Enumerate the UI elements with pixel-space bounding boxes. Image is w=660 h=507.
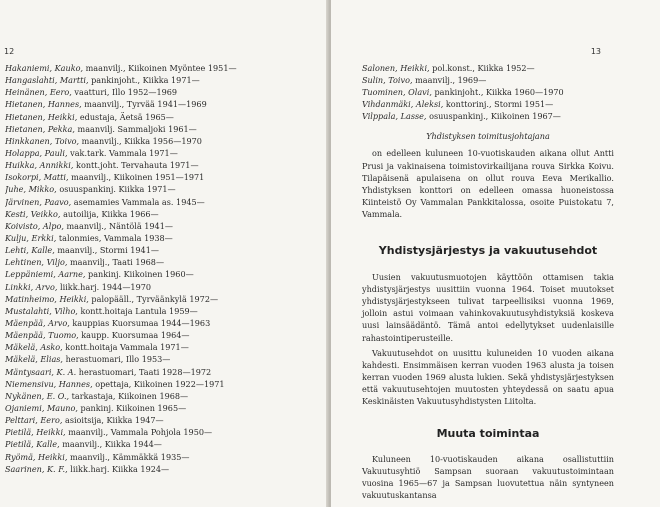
- member-name: Vihdanmäki, Aleksi,: [362, 99, 444, 110]
- member-details: herastuomari, Illo 1953—: [63, 354, 171, 365]
- member-details: maanvilj., Stormi 1941—: [54, 245, 159, 256]
- list-item: [5, 305, 310, 317]
- list-item: [5, 183, 310, 195]
- list-item: [5, 86, 310, 98]
- member-name: Ojaniemi, Mauno,: [5, 402, 78, 413]
- member-details: pankinj. Kiikoinen 1965—: [77, 402, 187, 413]
- member-details: talonmies, Vammala 1938—: [56, 232, 173, 243]
- member-details: kauppias Kuorsumaa 1944—1963: [69, 317, 211, 328]
- member-name: Kulju, Erkki,: [5, 232, 57, 243]
- list-item: [5, 402, 310, 414]
- paragraph: Kuluneen 10-vuotiskauden aikana osallistuttiin Vakuutusyhtiö Sampsan suoraan vakuutustoimintaan vuosina 1965—67 ja Sampsan luovutettua näin syntyneen vakuutuskantansa: [362, 454, 614, 501]
- list-item: [5, 256, 310, 268]
- member-name: Hietanen, Heikki,: [5, 111, 78, 122]
- list-item: [362, 110, 614, 122]
- list-item: [5, 244, 310, 256]
- member-name: Linkki, Arvo,: [5, 281, 58, 292]
- member-name: Pietilä, Heikki,: [5, 427, 66, 438]
- member-name: Mäenpää, Tuomo,: [5, 330, 79, 341]
- member-name: Huikka, Annikki,: [5, 160, 74, 171]
- list-item: [5, 281, 310, 293]
- member-details: pol.konst., Kiikka 1952—: [429, 63, 535, 73]
- member-details: maanvilj., Näntölä 1941—: [63, 220, 173, 231]
- member-name: Leppäniemi, Aarne,: [5, 269, 86, 280]
- member-details: herastuomari, Taati 1928—1972: [76, 366, 212, 377]
- member-details: maanvilj., Tyrvää 1941—1969: [81, 99, 207, 110]
- list-item: [5, 341, 310, 353]
- member-name: Hietanen, Hannes,: [5, 99, 82, 110]
- paragraph: on edelleen kuluneen 10-vuotiskauden aikana ollut Antti Prusi ja vakinaisena toimistovirkailijana rouva Sirkka Koivu. Tilapäisenä apulaisena on ollut rouva Eeva Merikallio. Yhdistyksen konttori on edelleen omassa huoneistossa Kiinteistö Oy Vammalan Pankkitalossa, osoite Puistokatu 7, Vammala.: [362, 148, 614, 219]
- member-name: Tuominen, Olavi,: [362, 87, 432, 98]
- member-name: Lehtinen, Viljo,: [5, 257, 68, 268]
- section-heading: Yhdistysjärjestys ja vakuutusehdot: [378, 244, 598, 258]
- member-name: Nykänen, E. O.,: [5, 390, 70, 401]
- list-item: [5, 74, 310, 86]
- member-details: asioitsija, Kiikka 1947—: [62, 415, 164, 426]
- member-name: Hietanen, Pekka,: [5, 123, 75, 134]
- member-details: osuuspankinj. Kiikka 1971—: [56, 184, 176, 195]
- list-item: [5, 123, 310, 135]
- member-name: Pelttari, Eero,: [5, 415, 63, 426]
- paragraph: Uusien vakuutusmuotojen käyttöön ottamisen takia yhdistysjärjestys uusittiin vuonna 1964. Toiset muutokset yhdistysjärjestykseen tulivat tarpeellisiksi vuonna 1969, jolloin astui voimaan vahinkovakuutusyhdistyksiä koskeva uusi lainsäädäntö. Tämä antoi edellytykset uudenlaisille rahastointiperusteille.: [362, 272, 614, 343]
- member-details: pankinjoht., Kiikka 1960—1970: [431, 87, 564, 98]
- member-details: vaatturi, Illo 1952—1969: [71, 87, 178, 98]
- member-details: kaupp. Kuorsumaa 1964—: [78, 330, 190, 341]
- member-name: Vilppala, Lasse,: [362, 111, 427, 122]
- list-item: [5, 232, 310, 244]
- member-name: Heinänen, Eero,: [5, 87, 72, 98]
- list-item: [5, 451, 310, 463]
- list-item: [5, 378, 310, 390]
- list-item: [5, 366, 310, 378]
- member-details: maanvilj., Vammala Pohjola 1950—: [65, 427, 213, 438]
- member-name: Lehti, Kalle,: [5, 245, 55, 256]
- list-item: [5, 98, 310, 110]
- subheading: Yhdistyksen toimitusjohtajana: [426, 131, 550, 142]
- member-name: Koivisto, Alpo,: [5, 220, 64, 231]
- list-item: [5, 317, 310, 329]
- list-item: [5, 414, 310, 426]
- member-details: kontt.joht. Tervahauta 1971—: [73, 160, 199, 171]
- member-name: Hakaniemi, Kauko,: [5, 63, 84, 73]
- member-details: kontt.hoitaja Vammala 1971—: [62, 342, 189, 353]
- member-name: Hinkkanen, Toivo,: [5, 135, 80, 146]
- member-details: maanvilj., Taati 1968—: [67, 257, 165, 268]
- member-details: konttorinj., Stormi 1951—: [443, 99, 554, 110]
- list-item: [5, 62, 310, 74]
- member-name: Hangaslahti, Martti,: [5, 75, 89, 86]
- member-details: maanvilj., Kiikoinen Myöntee 1951—: [83, 63, 237, 73]
- list-item: [5, 390, 310, 402]
- section-heading: Muuta toimintaa: [436, 427, 540, 441]
- member-details: pankinj. Kiikoinen 1960—: [85, 269, 194, 280]
- member-list-right: [362, 62, 614, 122]
- member-name: Holappa, Pauli,: [5, 147, 68, 158]
- member-details: asemamies Vammala as. 1945—: [71, 196, 205, 207]
- member-name: Matinheimo, Heikki,: [5, 293, 89, 304]
- member-details: maanvilj., Kämmäkkä 1935—: [67, 451, 190, 462]
- member-name: Isokorpi, Matti,: [5, 172, 69, 183]
- member-name: Mäenpää, Arvo,: [5, 317, 70, 328]
- member-name: Mustalahti, Vilho,: [5, 305, 78, 316]
- list-item: [5, 196, 310, 208]
- member-details: maanvilj., Kiikka 1944—: [59, 439, 162, 450]
- member-details: opettaja, Kiikoinen 1922—1971: [92, 378, 225, 389]
- member-details: autoilija, Kiikka 1966—: [60, 208, 159, 219]
- list-item: [5, 171, 310, 183]
- left-page: [0, 0, 329, 507]
- list-item: [5, 268, 310, 280]
- member-list-left: [5, 62, 310, 475]
- member-name: Salonen, Heikki,: [362, 63, 430, 73]
- list-item: [362, 98, 614, 110]
- member-details: maanvilj., Kiikka 1956—1970: [79, 135, 202, 146]
- member-name: Ryömä, Heikki,: [5, 451, 68, 462]
- list-item: [362, 62, 614, 74]
- member-name: Mäntysaari, K. A.: [5, 366, 77, 377]
- member-details: osuuspankinj., Kiikoinen 1967—: [426, 111, 561, 122]
- member-details: maanvilj., 1969—: [412, 75, 487, 86]
- member-name: Mäkelä, Elias,: [5, 354, 64, 365]
- list-item: [5, 147, 310, 159]
- list-item: [5, 135, 310, 147]
- member-details: maanvilj., Kiikoinen 1951—1971: [68, 172, 205, 183]
- list-item: [5, 293, 310, 305]
- member-details: edustaja, Äetsä 1965—: [77, 111, 174, 122]
- right-page-content: [362, 62, 614, 501]
- page-number-left: 12: [4, 47, 15, 56]
- member-details: liikk.harj. Kiikka 1924—: [67, 463, 170, 474]
- member-details: maanvilj. Sammaljoki 1961—: [74, 123, 197, 134]
- list-item: [5, 220, 310, 232]
- member-details: pankinjoht., Kiikka 1971—: [88, 75, 200, 86]
- member-name: Järvinen, Paavo,: [5, 196, 72, 207]
- list-item: [5, 463, 310, 475]
- member-name: Juhe, Mikko,: [5, 184, 57, 195]
- member-details: tarkastaja, Kiikoinen 1968—: [69, 390, 189, 401]
- member-details: vak.tark. Vammala 1971—: [67, 147, 178, 158]
- member-details: liikk.harj. 1944—1970: [57, 281, 152, 292]
- list-item: [5, 353, 310, 365]
- member-name: Kesti, Veikko,: [5, 208, 61, 219]
- list-item: [362, 74, 614, 86]
- list-item: [362, 86, 614, 98]
- member-name: Mäkelä, Asko,: [5, 342, 63, 353]
- member-name: Saarinen, K. F.,: [5, 463, 68, 474]
- paragraph: Vakuutusehdot on uusittu kuluneiden 10 vuoden aikana kahdesti. Ensimmäisen kerran vuoden 1963 alusta ja toisen kerran vuoden 1969 alusta lukien. Sekä yhdistysjärjestyksen että vakuutusehtojen muutosten yhteydessä on saatu apua Keskinäisten Vakuutusyhdistysten Liitolta.: [362, 347, 614, 406]
- member-name: Sulin, Toivo,: [362, 75, 413, 86]
- page-number-right: 13: [590, 47, 601, 56]
- member-name: Pietilä, Kalle,: [5, 439, 60, 450]
- member-details: kontt.hoitaja Lantula 1959—: [77, 305, 198, 316]
- list-item: [5, 159, 310, 171]
- member-details: palopääll., Tyrväänkylä 1972—: [88, 293, 219, 304]
- list-item: [5, 329, 310, 341]
- list-item: [5, 426, 310, 438]
- list-item: [5, 111, 310, 123]
- list-item: [5, 438, 310, 450]
- list-item: [5, 208, 310, 220]
- member-name: Niemensivu, Hannes,: [5, 378, 93, 389]
